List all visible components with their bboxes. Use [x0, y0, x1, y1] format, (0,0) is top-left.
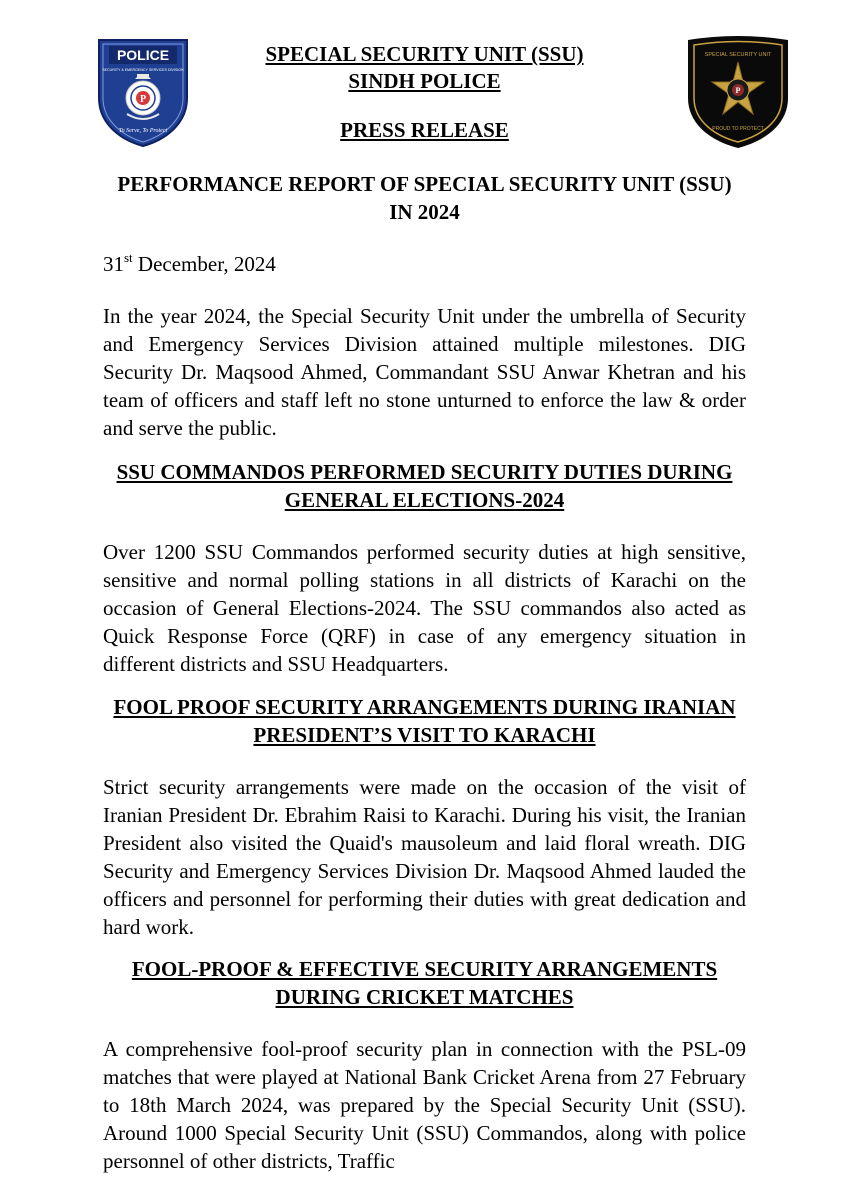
report-title-text: PERFORMANCE REPORT OF SPECIAL SECURITY UNIT (SSU) IN 2024: [117, 172, 732, 224]
police-logo-title: POLICE: [116, 47, 170, 63]
ssu-logo-bottom-text: PROUD TO PROTECT: [712, 126, 764, 132]
svg-text:P: P: [735, 86, 741, 95]
section-heading-iranian-visit: FOOL PROOF SECURITY ARRANGEMENTS DURING IRANIAN PRESIDENT’S VISIT TO KARACHI: [113, 695, 736, 747]
section-body-elections: Over 1200 SSU Commandos performed security duties at high sensitive, sensitive and normal polling stations in all districts of Karachi on the occasion of General Elections-2024. The SSU commandos also acted as Quick Response Force (QRF) in case of any emergency situation in different districts and SSU Headquarters.: [103, 540, 746, 676]
press-release-label: PRESS RELEASE: [340, 118, 509, 142]
section-body-cricket: A comprehensive fool-proof security plan in connection with the PSL-09 matches that were played at National Bank Cricket Arena from 27 February to 18th March 2024, was prepared by the Special Security Unit (SSU). Around 1000 Special Security Unit (SSU) Commandos, along with police personnel of other districts, Traffic: [103, 1037, 746, 1173]
police-logo-subtitle: SECURITY & EMERGENCY SERVICES DIVISION: [102, 68, 184, 72]
org-name-line1: SPECIAL SECURITY UNIT (SSU): [265, 42, 584, 66]
section-heading-cricket: FOOL-PROOF & EFFECTIVE SECURITY ARRANGEMENTS DURING CRICKET MATCHES: [131, 957, 718, 1009]
intro-paragraph: In the year 2024, the Special Security Unit under the umbrella of Security and Emergency Services Division attained multiple milestones. DIG Security Dr. Maqsood Ahmed, Commandant SSU Anwar Khetran and his team of officers and staff left no stone unturned to enforce the law & order and serve the public.: [103, 304, 746, 440]
section-body-iranian-visit: Strict security arrangements were made on the occasion of the visit of Iranian President Dr. Ebrahim Raisi to Karachi. During his visit, the Iranian President also visited the Quaid's mausoleum and laid floral wreath. DIG Security and Emergency Services Division Dr. Maqsood Ahmed lauded the officers and personnel for performing their duties with great dedication and hard work.: [103, 775, 746, 939]
date-day: 31: [103, 252, 124, 276]
date-suffix: st: [124, 250, 133, 265]
org-name-line2: SINDH POLICE: [348, 69, 501, 93]
svg-text:P: P: [139, 94, 147, 105]
ssu-logo-top-text: SPECIAL SECURITY UNIT: [704, 52, 772, 58]
release-date: [103, 250, 276, 278]
police-logo-motto: To Serve, To Protect: [118, 128, 168, 134]
report-title: [0, 170, 849, 226]
section-heading-elections: SSU COMMANDOS PERFORMED SECURITY DUTIES DURING GENERAL ELECTIONS-2024: [116, 460, 733, 512]
date-rest: December, 2024: [132, 252, 276, 276]
